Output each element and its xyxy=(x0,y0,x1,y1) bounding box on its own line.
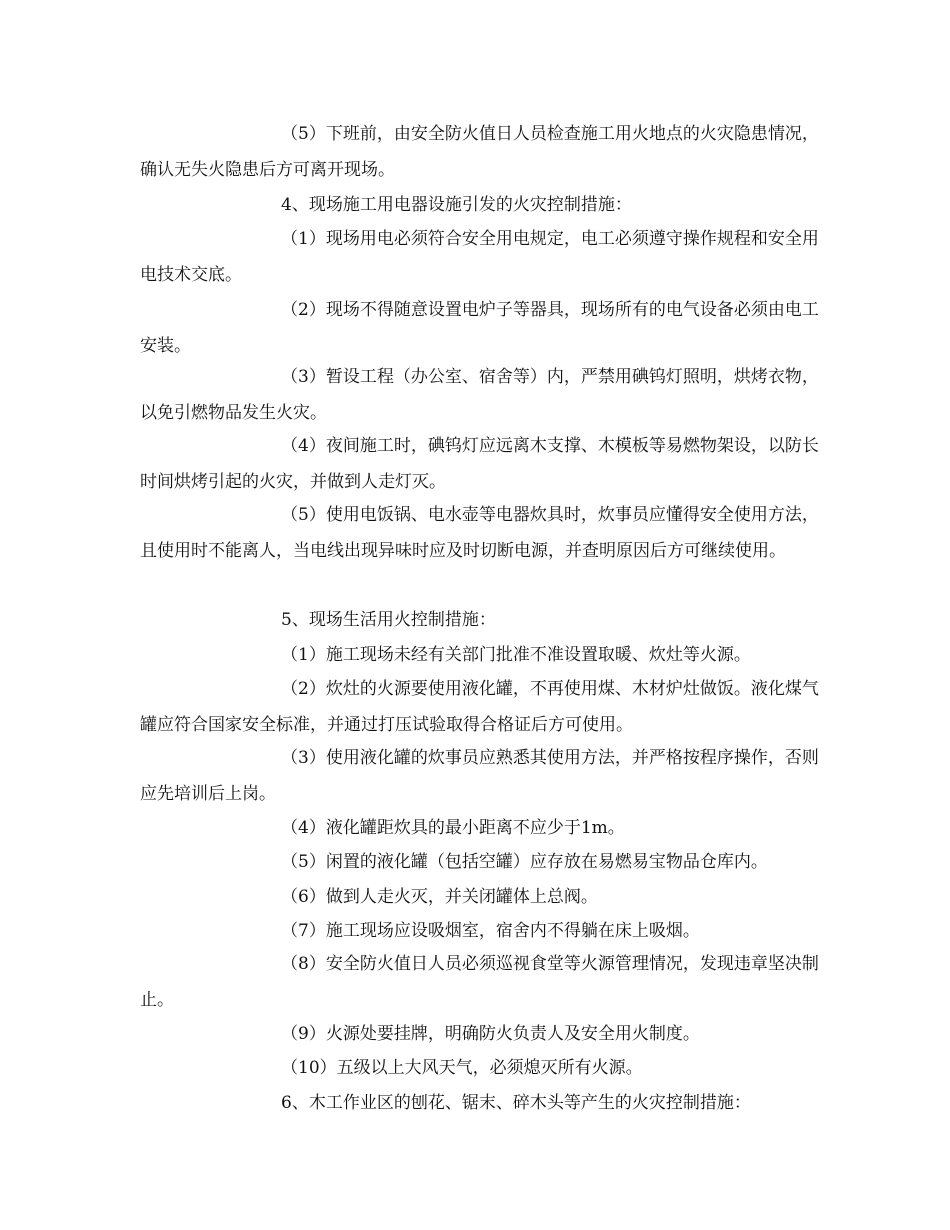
paragraph-item: （5）下班前，由安全防火值日人员检查施工用火地点的火灾隐患情况，确认无失火隐患后方可离开现场。 xyxy=(140,124,819,180)
section-heading: 4、现场施工用电器设施引发的火灾控制措施： xyxy=(281,195,632,215)
paragraph-item: （2）现场不得随意设置电炉子等器具，现场所有的电气设备必须由电工安装。 xyxy=(140,300,819,356)
paragraph-item: （5）闲置的液化罐（包括空罐）应存放在易燃易宝物品仓库内。 xyxy=(281,852,768,872)
paragraph-item: （5）使用电饭锅、电水壶等电器炊具时，炊事员应懂得安全使用方法，且使用时不能离人，当电线出现异味时应及时切断电源，并查明原因后方可继续使用。 xyxy=(140,505,819,561)
paragraph-item: （2）炊灶的火源要使用液化罐，不再使用煤、木材炉灶做饭。液化煤气罐应符合国家安全标准，并通过打压试验取得合格证后方可使用。 xyxy=(140,679,819,735)
paragraph-item: （3）使用液化罐的炊事员应熟悉其使用方法，并严格按程序操作，否则应先培训后上岗。 xyxy=(140,748,819,804)
paragraph-item: （8）安全防火值日人员必须巡视食堂等火源管理情况，发现违章坚决制止。 xyxy=(140,954,819,1010)
paragraph-item: （6）做到人走火灭，并关闭罐体上总阀。 xyxy=(281,887,598,907)
paragraph-item: （3）暂设工程（办公室、宿舍等）内，严禁用碘钨灯照明，烘烤衣物，以免引燃物品发生火灾。 xyxy=(140,367,819,423)
section-heading: 6、木工作业区的刨花、锯末、碎木头等产生的火灾控制措施： xyxy=(281,1093,751,1113)
paragraph-item: （1）施工现场未经有关部门批准不准设置取暖、炊灶等火源。 xyxy=(281,645,751,665)
paragraph-item: （1）现场用电必须符合安全用电规定，电工必须遵守操作规程和安全用电技术交底。 xyxy=(140,229,819,285)
paragraph-item: （10）五级以上大风天气，必须熄灭所有火源。 xyxy=(281,1058,643,1078)
section-heading: 5、现场生活用火控制措施： xyxy=(281,610,496,630)
paragraph-item: （9）火源处要挂牌，明确防火负责人及安全用火制度。 xyxy=(281,1024,700,1044)
paragraph-item: （4）夜间施工时，碘钨灯应远离木支撑、木模板等易燃物架设，以防长时间烘烤引起的火灾，并做到人走灯灭。 xyxy=(140,436,819,492)
paragraph-item: （7）施工现场应设吸烟室，宿舍内不得躺在床上吸烟。 xyxy=(281,921,700,941)
paragraph-item: （4）液化罐距炊具的最小距离不应少于1m。 xyxy=(281,818,625,838)
